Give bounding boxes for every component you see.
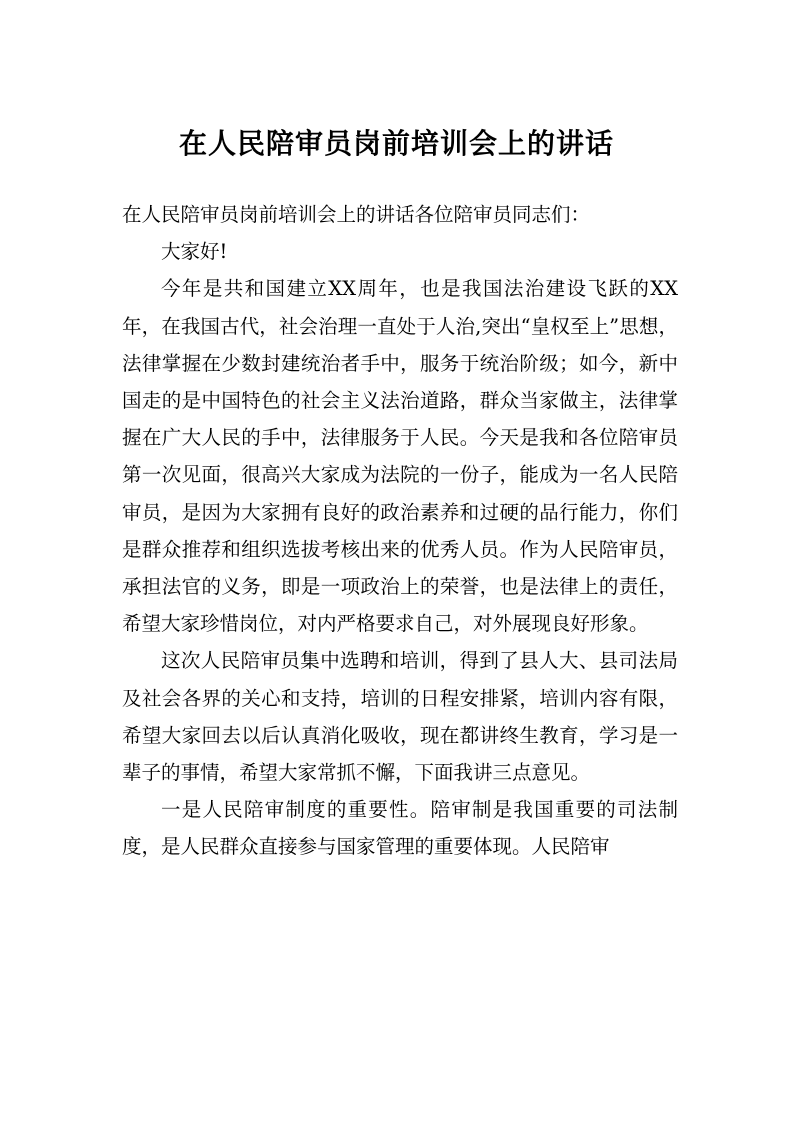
body-paragraph: 一是人民陪审制度的重要性。陪审制是我国重要的司法制度，是人民群众直接参与国家管理的重要体现。人民陪审 — [122, 798, 678, 859]
salutation-paragraph: 在人民陪审员岗前培训会上的讲话各位陪审员同志们： — [122, 203, 591, 226]
greeting-paragraph: 大家好! — [161, 240, 228, 264]
document-title: 在人民陪审员岗前培训会上的讲话 — [178, 127, 614, 160]
body-paragraph: 今年是共和国建立XX周年，也是我国法治建设飞跃的XX年，在我国古代，社会治理一直处于人治,突出“皇权至上”思想，法律掌握在少数封建统治者手中，服务于统治阶级；如今，新中国走的是中国特色的社会主义法治道路，群众当家做主，法律掌握在广大人民的手中，法律服务于人民。今天是我和各位陪审员第一次见面，很高兴大家成为法院的一份子，能成为一名人民陪审员，是因为大家拥有良好的政治素养和过硬的品行能力，你们是群众推荐和组织选拔考核出来的优秀人员。作为人民陪审员，承担法官的义务，即是一项政治上的荣誉，也是法律上的责任，希望大家珍惜岗位，对内严格要求自己，对外展现良好形象。 — [122, 277, 678, 636]
document-body — [122, 196, 678, 866]
body-paragraph: 这次人民陪审员集中选聘和培训，得到了县人大、县司法局及社会各界的关心和支持，培训的日程安排紧，培训内容有限，希望大家回去以后认真消化吸收，现在都讲终生教育，学习是一辈子的事情，希望大家常抓不懈，下面我讲三点意见。 — [122, 649, 678, 785]
